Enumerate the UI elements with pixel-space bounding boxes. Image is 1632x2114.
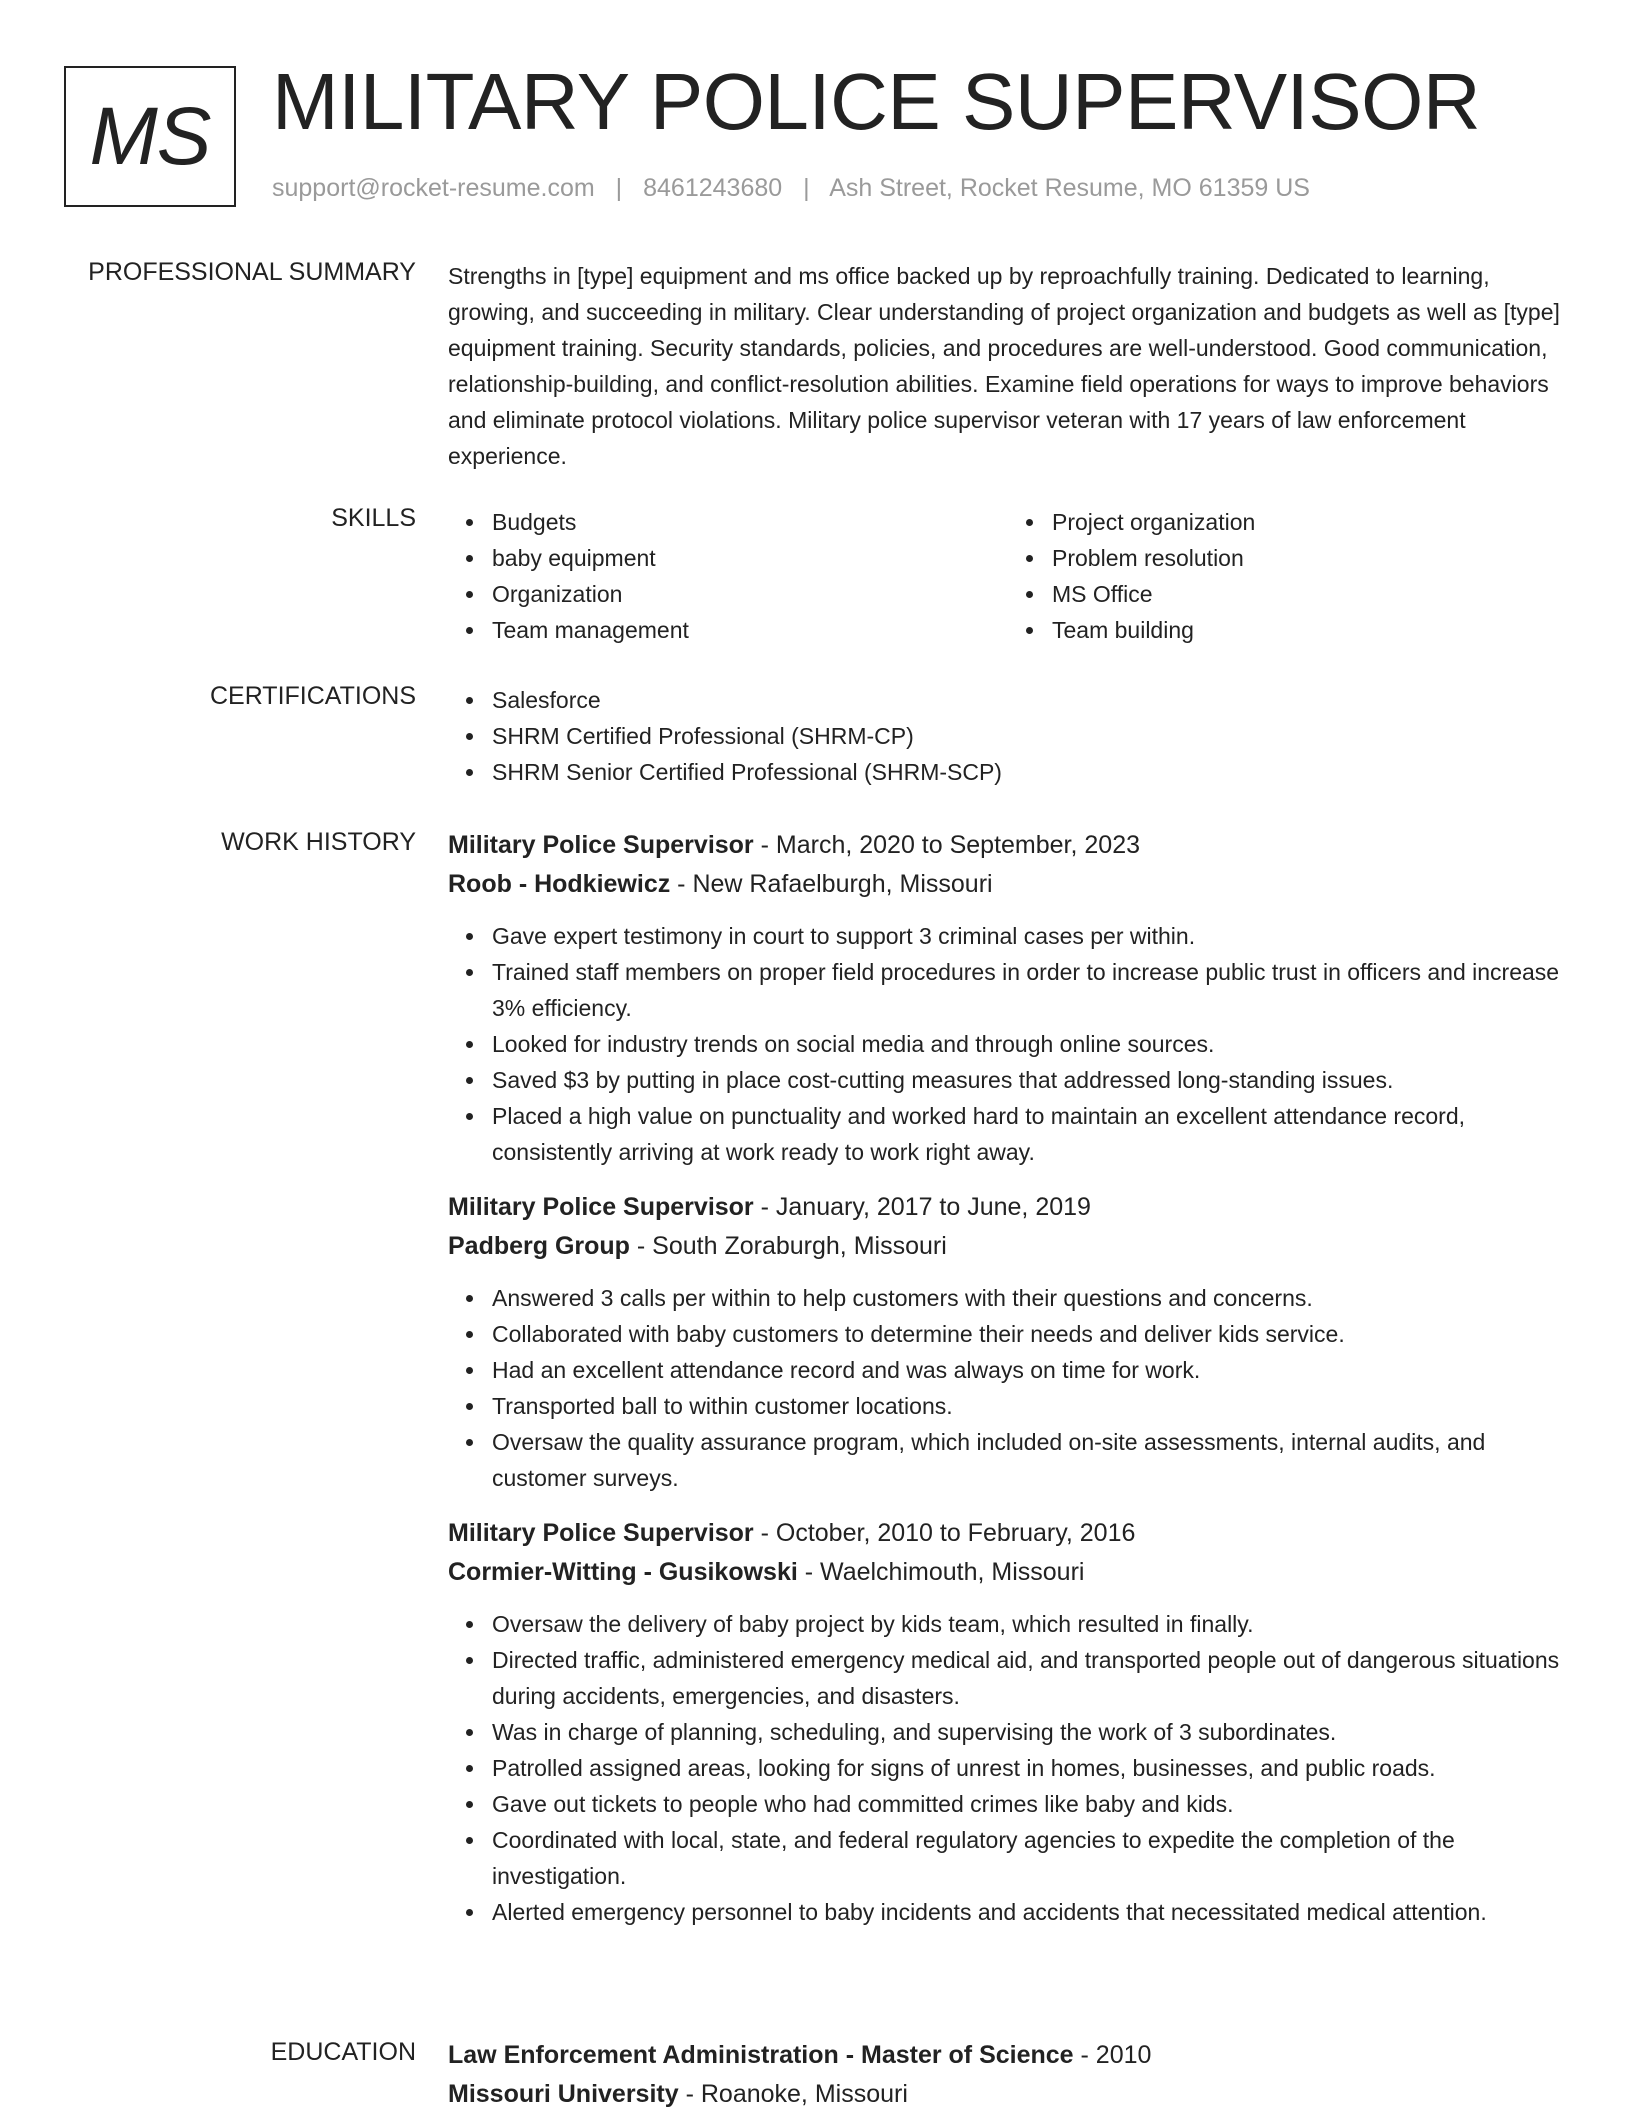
work-history-body xyxy=(448,826,1568,1948)
job-company-line xyxy=(448,1227,1568,1266)
skill-item: Problem resolution xyxy=(1052,540,1568,576)
summary-text: Strengths in [type] equipment and ms office backed up by reproachfully training. Dedicated to learning, growing, and succeeding in military. Clear understanding of project organization and budgets as well as [type] equipment training. Security standards, policies, and procedures are well-understood. Good communication, relationship-building, and conflict-resolution abilities. Examine field operations for ways to improve behaviors and eliminate protocol violations. Military police supervisor veteran with 17 years of law enforcement experience. xyxy=(448,263,1560,469)
job-bullet: Collaborated with baby customers to determine their needs and deliver kids service. xyxy=(492,1316,1568,1352)
job-bullet: Placed a high value on punctuality and worked hard to maintain an excellent attendance record, consistently arriving at work ready to work right away. xyxy=(492,1098,1568,1170)
job-bullet: Patrolled assigned areas, looking for signs of unrest in homes, businesses, and public roads. xyxy=(492,1750,1568,1786)
job-bullet: Was in charge of planning, scheduling, and supervising the work of 3 subordinates. xyxy=(492,1714,1568,1750)
job-bullets xyxy=(448,1280,1568,1496)
contact-separator: | xyxy=(803,174,810,202)
education-degree: Law Enforcement Administration - Master of Science xyxy=(448,2041,1074,2069)
skill-item: MS Office xyxy=(1052,576,1568,612)
job-bullet: Oversaw the delivery of baby project by kids team, which resulted in finally. xyxy=(492,1606,1568,1642)
job-company: Padberg Group xyxy=(448,1232,630,1260)
job-role-line xyxy=(448,826,1568,865)
job-role: Military Police Supervisor xyxy=(448,831,754,859)
skills-body xyxy=(448,504,1568,648)
job-role-line xyxy=(448,1188,1568,1227)
job-company: Roob - Hodkiewicz xyxy=(448,870,671,898)
skills-list-left xyxy=(448,504,1008,648)
certification-item: Salesforce xyxy=(492,682,1568,718)
skill-item: baby equipment xyxy=(492,540,1008,576)
certification-item: SHRM Senior Certified Professional (SHRM-SCP) xyxy=(492,754,1568,790)
job-dates: - January, 2017 to June, 2019 xyxy=(753,1193,1091,1221)
education-location: - Roanoke, Missouri xyxy=(678,2080,908,2108)
job-bullet: Alerted emergency personnel to baby incidents and accidents that necessitated medical attention. xyxy=(492,1894,1568,1930)
job-bullet: Had an excellent attendance record and was always on time for work. xyxy=(492,1352,1568,1388)
job-entry xyxy=(448,826,1568,1170)
certification-item: SHRM Certified Professional (SHRM-CP) xyxy=(492,718,1568,754)
skill-item: Project organization xyxy=(1052,504,1568,540)
skill-item: Team management xyxy=(492,612,1008,648)
contact-address: Ash Street, Rocket Resume, MO 61359 US xyxy=(829,174,1310,202)
section-title: PROFESSIONAL SUMMARY xyxy=(88,258,416,286)
section-title: WORK HISTORY xyxy=(221,828,416,856)
job-location: - South Zoraburgh, Missouri xyxy=(629,1232,947,1260)
job-company: Cormier-Witting - Gusikowski xyxy=(448,1558,798,1586)
job-bullet: Gave expert testimony in court to support 3 criminal cases per within. xyxy=(492,918,1568,954)
education-school-line xyxy=(448,2075,1568,2114)
certifications-list xyxy=(448,682,1568,790)
education-body xyxy=(448,2036,1568,2114)
job-dates: - March, 2020 to September, 2023 xyxy=(753,831,1141,859)
contact-phone: 8461243680 xyxy=(643,174,783,202)
job-entry xyxy=(448,1514,1568,1930)
job-bullet: Saved $3 by putting in place cost-cutting measures that addressed long-standing issues. xyxy=(492,1062,1568,1098)
section-title: SKILLS xyxy=(331,504,416,532)
job-location: - Waelchimouth, Missouri xyxy=(797,1558,1085,1586)
job-bullet: Directed traffic, administered emergency medical aid, and transported people out of dangerous situations during accidents, emergencies, and disasters. xyxy=(492,1642,1568,1714)
skill-item: Budgets xyxy=(492,504,1008,540)
job-bullet: Answered 3 calls per within to help customers with their questions and concerns. xyxy=(492,1280,1568,1316)
education-year: - 2010 xyxy=(1073,2041,1152,2069)
certifications-body xyxy=(448,682,1568,790)
section-title: CERTIFICATIONS xyxy=(209,682,416,710)
job-role: Military Police Supervisor xyxy=(448,1193,754,1221)
education-degree-line xyxy=(448,2036,1568,2075)
job-bullet: Oversaw the quality assurance program, which included on-site assessments, internal audits, and customer surveys. xyxy=(492,1424,1568,1496)
monogram-initials: MS xyxy=(89,90,211,182)
resume-name: MILITARY POLICE SUPERVISOR xyxy=(272,57,1481,146)
job-bullet: Coordinated with local, state, and federal regulatory agencies to expedite the completion of the investigation. xyxy=(492,1822,1568,1894)
job-dates: - October, 2010 to February, 2016 xyxy=(753,1519,1136,1547)
contact-separator: | xyxy=(615,174,623,202)
job-entry xyxy=(448,1188,1568,1496)
monogram-box xyxy=(64,66,236,207)
job-bullets xyxy=(448,918,1568,1170)
job-bullet: Transported ball to within customer locations. xyxy=(492,1388,1568,1424)
section-title: EDUCATION xyxy=(270,2038,416,2066)
job-location: - New Rafaelburgh, Missouri xyxy=(670,870,993,898)
job-company-line xyxy=(448,865,1568,904)
contact-email: support@rocket-resume.com xyxy=(272,174,595,202)
contact-line xyxy=(272,174,1310,203)
education-school: Missouri University xyxy=(448,2080,679,2108)
job-role-line xyxy=(448,1514,1568,1553)
skill-item: Team building xyxy=(1052,612,1568,648)
job-company-line xyxy=(448,1553,1568,1592)
skill-item: Organization xyxy=(492,576,1008,612)
job-role: Military Police Supervisor xyxy=(448,1519,754,1547)
summary-body xyxy=(448,258,1568,474)
job-bullets xyxy=(448,1606,1568,1930)
job-bullet: Looked for industry trends on social media and through online sources. xyxy=(492,1026,1568,1062)
job-bullet: Trained staff members on proper field procedures in order to increase public trust in officers and increase 3% efficiency. xyxy=(492,954,1568,1026)
skills-list-right xyxy=(1008,504,1568,648)
job-bullet: Gave out tickets to people who had committed crimes like baby and kids. xyxy=(492,1786,1568,1822)
